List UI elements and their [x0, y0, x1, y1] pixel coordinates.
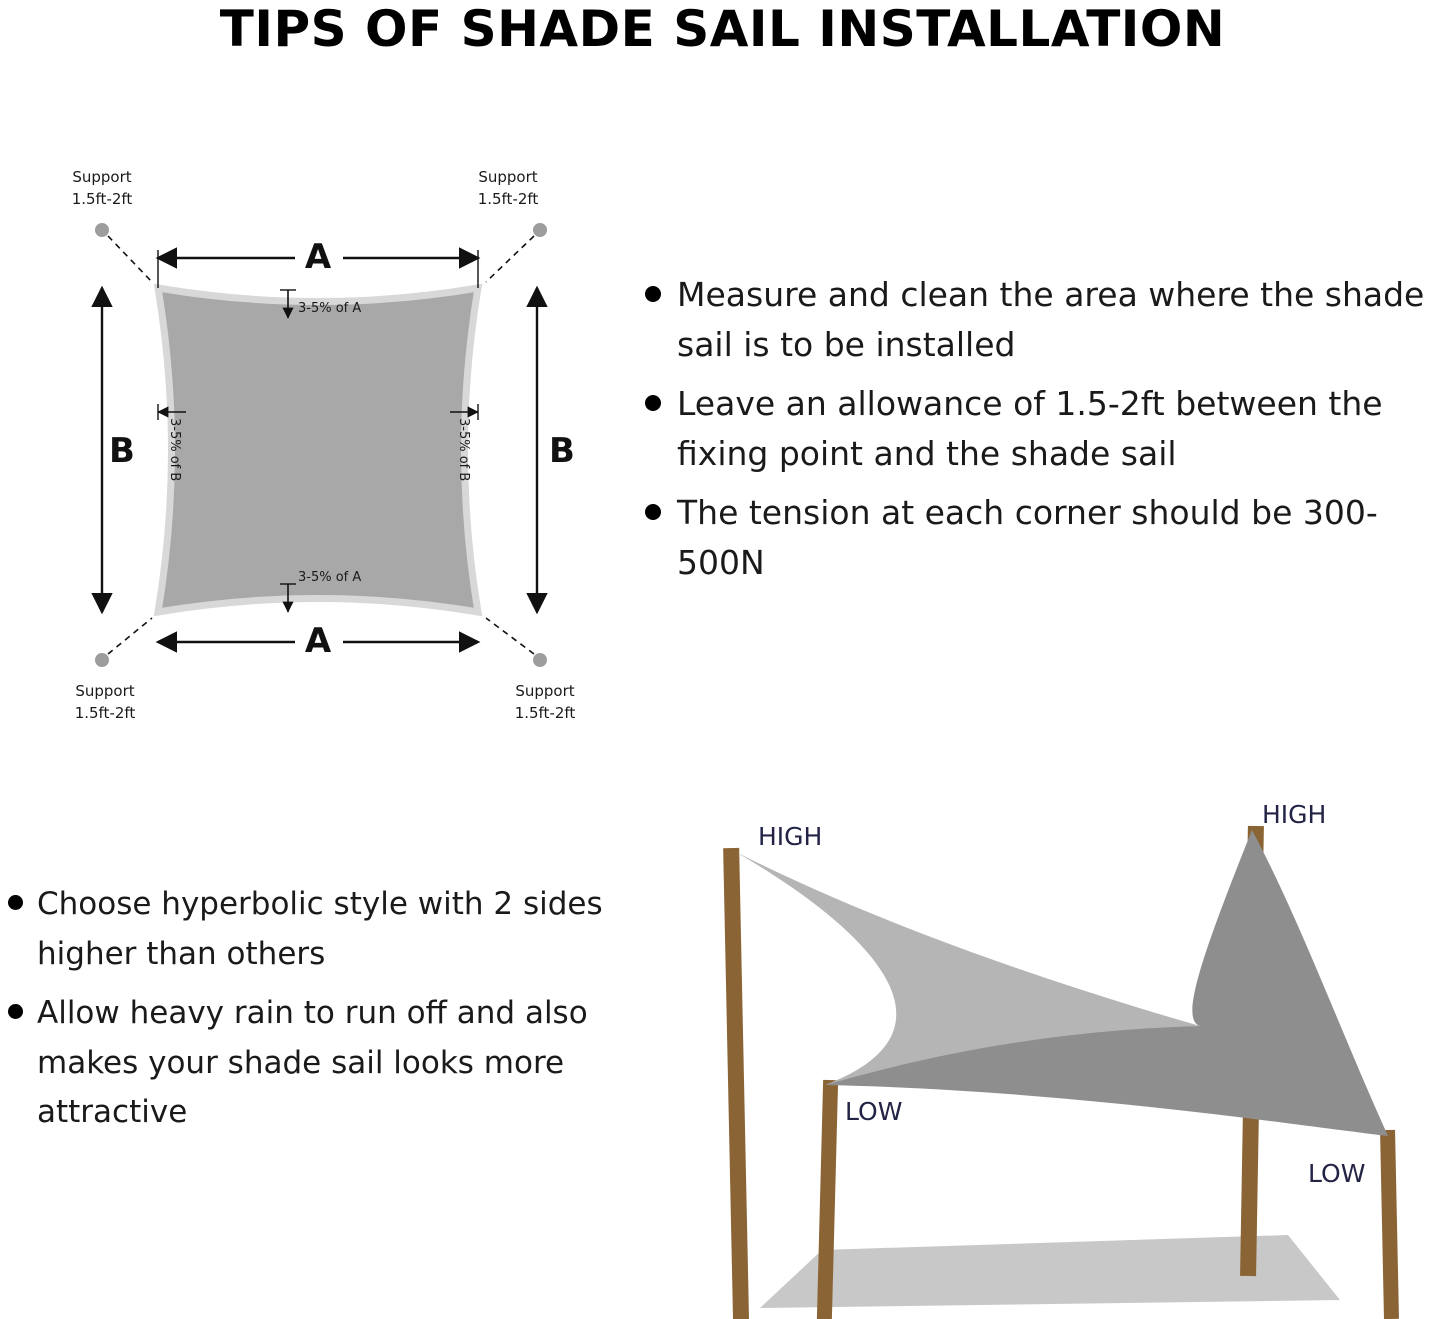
tip-text: The tension at each corner should be 300-500N: [677, 493, 1378, 582]
curve-label-top: 3-5% of A: [298, 301, 362, 316]
label-high-right: HIGH: [1262, 800, 1327, 829]
bullet-dot-icon: [645, 286, 661, 302]
dim-label-top-a: A: [304, 237, 332, 277]
shade-sail-dimension-diagram: [40, 160, 660, 750]
curve-label-left: 3-5% of B: [167, 418, 182, 482]
hyperbolic-sail-illustration: [640, 780, 1445, 1319]
dim-label-bottom-a: A: [304, 621, 332, 661]
support-top-right-line1: Support: [478, 168, 538, 186]
bullet-dot-icon: [8, 895, 23, 910]
label-high-left: HIGH: [758, 822, 823, 851]
support-top-left-line2: 1.5ft-2ft: [71, 190, 133, 208]
post-high-left: [723, 848, 749, 1319]
list-item: [645, 379, 1445, 478]
anchor-dot-tr: [533, 223, 547, 237]
dim-label-left-b: B: [109, 431, 135, 471]
support-top-left-line1: Support: [72, 168, 132, 186]
tip-text: Measure and clean the area where the shade sail is to be installed: [677, 275, 1425, 364]
support-bottom-right-line2: 1.5ft-2ft: [514, 704, 576, 722]
sail-shape: [158, 288, 478, 612]
tip-text: Allow heavy rain to run off and also makes your shade sail looks more attractive: [37, 995, 588, 1131]
page-title: TIPS OF SHADE SAIL INSTALLATION: [219, 0, 1226, 58]
curve-label-bottom: 3-5% of A: [298, 570, 362, 585]
support-bottom-left-line2: 1.5ft-2ft: [74, 704, 136, 722]
tips-list-top: [645, 270, 1445, 597]
list-item: [645, 270, 1445, 369]
lead-tl: [108, 236, 152, 282]
tip-text: Leave an allowance of 1.5-2ft between the fixing point and the shade sail: [677, 384, 1383, 473]
label-low-left: LOW: [845, 1097, 903, 1126]
lead-tr: [486, 236, 534, 282]
list-item: [645, 488, 1445, 587]
bullet-dot-icon: [8, 1004, 23, 1019]
bullet-dot-icon: [645, 395, 661, 411]
lead-bl: [108, 618, 152, 654]
tips-list-bottom: [8, 880, 628, 1148]
curve-label-right: 3-5% of B: [456, 418, 471, 482]
support-bottom-right-line1: Support: [515, 682, 575, 700]
tip-text: Choose hyperbolic style with 2 sides higher than others: [37, 886, 603, 972]
list-item: [8, 880, 628, 979]
post-low-right: [1380, 1130, 1399, 1319]
anchor-dot-tl: [95, 223, 109, 237]
support-bottom-left-line1: Support: [75, 682, 135, 700]
bullet-dot-icon: [645, 504, 661, 520]
anchor-dot-br: [533, 653, 547, 667]
list-item: [8, 989, 628, 1138]
label-low-right: LOW: [1308, 1159, 1366, 1188]
lead-br: [486, 618, 534, 654]
support-top-right-line2: 1.5ft-2ft: [477, 190, 539, 208]
dim-label-right-b: B: [549, 431, 575, 471]
anchor-dot-bl: [95, 653, 109, 667]
